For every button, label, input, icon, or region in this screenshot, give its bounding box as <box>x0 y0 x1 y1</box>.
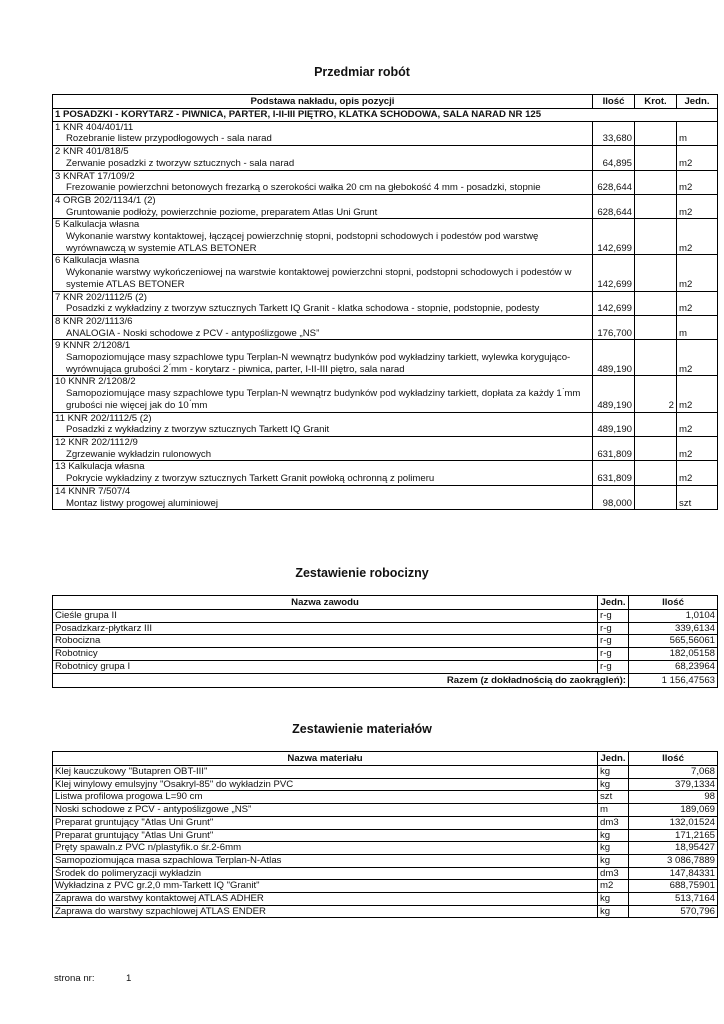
table-row <box>53 880 718 893</box>
cell <box>593 436 635 448</box>
position-multiplier <box>635 424 677 436</box>
position-description: Montaz listwy progowej aluminiowej <box>53 498 593 510</box>
position-quantity: 631,809 <box>593 449 635 461</box>
cell <box>635 485 677 497</box>
position-description: Zerwanie posadzki z tworzyw sztucznych - sala narad <box>53 158 593 170</box>
table-row <box>53 867 718 880</box>
position-quantity: 628,644 <box>593 182 635 194</box>
cell <box>635 340 677 352</box>
position-multiplier <box>635 207 677 219</box>
header-ilosc: Ilość <box>629 596 718 610</box>
position-description: Frezowanie powierzchni betonowych frezarką o szerokości wałka 20 cm na głebokość 4 mm - posadzki, stopnie <box>53 182 593 194</box>
material-unit: kg <box>598 829 629 842</box>
cell <box>677 146 718 158</box>
position-unit: m2 <box>677 303 718 315</box>
position-quantity: 489,190 <box>593 388 635 412</box>
position-quantity: 176,700 <box>593 328 635 340</box>
material-unit: szt <box>598 791 629 804</box>
table-row <box>53 905 718 918</box>
position-code-row <box>53 255 718 267</box>
cell <box>593 291 635 303</box>
position-desc-row <box>53 388 718 412</box>
cell <box>635 436 677 448</box>
position-description: ANALOGIA - Noski schodowe z PCV - antypoślizgowe „NS” <box>53 328 593 340</box>
position-desc-row <box>53 267 718 291</box>
cell <box>677 412 718 424</box>
section-heading: 1 POSADZKI - KORYTARZ - PIWNICA, PARTER, I-II-III PIĘTRO, KLATKA SCHODOWA, SALA NARAD NR 125 <box>53 109 718 122</box>
position-unit: m2 <box>677 182 718 194</box>
position-code: 8 KNR 202/1113/6 <box>53 315 593 327</box>
labor-qty: 68,23964 <box>629 660 718 673</box>
material-unit: kg <box>598 766 629 779</box>
cell <box>635 146 677 158</box>
footer <box>54 973 131 984</box>
material-name: Listwa profilowa progowa L=90 cm <box>53 791 598 804</box>
position-unit: m2 <box>677 424 718 436</box>
position-code-row <box>53 291 718 303</box>
position-quantity: 98,000 <box>593 498 635 510</box>
material-name: Klej winylowy emulsyjny "Osakryl-85" do wykładzin PVC <box>53 778 598 791</box>
position-description: Samopoziomujące masy szpachlowe typu Terplan-N wewnątrz budynków pod wykładziny tarkiett, dopłata za każdy 1 ́mm grubości nie więcej jak do 10 ́mm <box>53 388 593 412</box>
position-desc-row <box>53 231 718 255</box>
position-code: 10 KNNR 2/1208/2 <box>53 376 593 388</box>
material-unit: dm3 <box>598 816 629 829</box>
cell <box>677 436 718 448</box>
position-code: 7 KNR 202/1112/5 (2) <box>53 291 593 303</box>
position-description: Pokrycie wykładziny z tworzyw sztucznych Tarkett Granit powłoką ochronną z polimeru <box>53 473 593 485</box>
position-desc-row <box>53 449 718 461</box>
labor-qty: 565,56061 <box>629 635 718 648</box>
table-row <box>53 804 718 817</box>
position-quantity: 33,680 <box>593 133 635 145</box>
position-code-row <box>53 485 718 497</box>
cell <box>593 485 635 497</box>
material-qty: 189,069 <box>629 804 718 817</box>
header-jedn: Jedn. <box>598 752 629 766</box>
position-code-row <box>53 412 718 424</box>
material-unit: kg <box>598 842 629 855</box>
position-code: 2 KNR 401/818/5 <box>53 146 593 158</box>
materialy-table <box>52 751 718 918</box>
position-code-row <box>53 461 718 473</box>
cell <box>593 146 635 158</box>
position-code: 5 Kalkulacja własna <box>53 219 593 231</box>
header-ilosc: Ilość <box>629 752 718 766</box>
cell <box>593 340 635 352</box>
robocizna-title: Zestawienie robocizny <box>295 566 429 580</box>
labor-name: Cieśle grupa II <box>53 610 598 623</box>
position-multiplier: 2 <box>635 388 677 412</box>
cell <box>677 194 718 206</box>
material-qty: 570,796 <box>629 905 718 918</box>
material-unit: kg <box>598 778 629 791</box>
material-name: Wykładzina z PVC gr.2,0 mm-Tarkett IQ "Granit" <box>53 880 598 893</box>
position-code-row <box>53 121 718 133</box>
material-name: Noski schodowe z PCV - antypoślizgowe „NS” <box>53 804 598 817</box>
material-name: Zaprawa do warstwy szpachlowej ATLAS ENDER <box>53 905 598 918</box>
cell <box>677 461 718 473</box>
table-row <box>53 778 718 791</box>
material-qty: 18,95427 <box>629 842 718 855</box>
material-unit: kg <box>598 893 629 906</box>
header-nazwa-materialu: Nazwa materiału <box>53 752 598 766</box>
position-multiplier <box>635 449 677 461</box>
labor-qty: 339,6134 <box>629 622 718 635</box>
material-qty: 171,2165 <box>629 829 718 842</box>
cell <box>635 121 677 133</box>
table-row <box>53 635 718 648</box>
sum-label: Razem (z dokładnością do zaokrągleń): <box>53 673 629 687</box>
position-description: Gruntowanie podłoży, powierzchnie poziome, preparatem Atlas Uni Grunt <box>53 207 593 219</box>
position-code: 3 KNRAT 17/109/2 <box>53 170 593 182</box>
page-number: 1 <box>126 973 132 984</box>
cell <box>635 376 677 388</box>
material-qty: 132,01524 <box>629 816 718 829</box>
table-row <box>53 648 718 661</box>
position-desc-row <box>53 158 718 170</box>
cell <box>635 255 677 267</box>
position-code: 13 Kalkulacja własna <box>53 461 593 473</box>
position-code-row <box>53 219 718 231</box>
position-desc-row <box>53 207 718 219</box>
position-desc-row <box>53 424 718 436</box>
position-quantity: 142,699 <box>593 267 635 291</box>
labor-unit: r-g <box>598 622 629 635</box>
position-multiplier <box>635 352 677 376</box>
header-nazwa-zawodu: Nazwa zawodu <box>53 596 598 610</box>
material-qty: 513,7164 <box>629 893 718 906</box>
material-name: Preparat gruntujący "Atlas Uni Grunt" <box>53 816 598 829</box>
cell <box>677 485 718 497</box>
position-multiplier <box>635 473 677 485</box>
labor-name: Robotnicy grupa I <box>53 660 598 673</box>
header-krot: Krot. <box>635 95 677 109</box>
przedmiar-title: Przedmiar robót <box>314 65 410 79</box>
cell <box>635 412 677 424</box>
material-name: Pręty spawaln.z PVC n/plastyfik.o śr.2-6mm <box>53 842 598 855</box>
cell <box>593 376 635 388</box>
material-name: Środek do polimeryzacji wykładzin <box>53 867 598 880</box>
position-code-row <box>53 436 718 448</box>
position-code: 4 ORGB 202/1134/1 (2) <box>53 194 593 206</box>
position-desc-row <box>53 328 718 340</box>
cell <box>635 291 677 303</box>
header-ilosc: Ilość <box>593 95 635 109</box>
position-quantity: 631,809 <box>593 473 635 485</box>
position-quantity: 489,190 <box>593 352 635 376</box>
position-unit: m2 <box>677 449 718 461</box>
position-description: Wykonanie warstwy kontaktowej, łączącej powierzchnię stopni, podstopni schodowych i podestów pod warstwę wyrównawczą w systemie ATLAS BETONER <box>53 231 593 255</box>
position-unit: m2 <box>677 352 718 376</box>
position-description: Zgrzewanie wykładzin rulonowych <box>53 449 593 461</box>
position-unit: m2 <box>677 388 718 412</box>
table-row <box>53 766 718 779</box>
header-jedn: Jedn. <box>598 596 629 610</box>
przedmiar-table <box>52 94 718 510</box>
material-unit: dm3 <box>598 867 629 880</box>
position-unit: m <box>677 133 718 145</box>
material-qty: 98 <box>629 791 718 804</box>
cell <box>635 219 677 231</box>
header-jedn: Jedn. <box>677 95 718 109</box>
position-quantity: 64,895 <box>593 158 635 170</box>
position-unit: m2 <box>677 207 718 219</box>
page-label: strona nr: <box>54 973 95 984</box>
position-code: 14 KNNR 7/507/4 <box>53 485 593 497</box>
material-unit: kg <box>598 854 629 867</box>
material-unit: m <box>598 804 629 817</box>
position-desc-row <box>53 133 718 145</box>
position-unit: m <box>677 328 718 340</box>
position-multiplier <box>635 303 677 315</box>
cell <box>677 340 718 352</box>
table-row <box>53 842 718 855</box>
position-quantity: 142,699 <box>593 231 635 255</box>
table-row <box>53 660 718 673</box>
cell <box>593 219 635 231</box>
material-qty: 147,84331 <box>629 867 718 880</box>
table-row <box>53 622 718 635</box>
material-qty: 3 086,7889 <box>629 854 718 867</box>
position-multiplier <box>635 182 677 194</box>
position-code-row <box>53 194 718 206</box>
position-code: 9 KNNR 2/1208/1 <box>53 340 593 352</box>
position-multiplier <box>635 158 677 170</box>
table-row <box>53 829 718 842</box>
material-qty: 379,1334 <box>629 778 718 791</box>
material-name: Samopoziomująca masa szpachlowa Terplan-N-Atlas <box>53 854 598 867</box>
labor-unit: r-g <box>598 648 629 661</box>
cell <box>677 121 718 133</box>
position-code: 6 Kalkulacja własna <box>53 255 593 267</box>
position-desc-row <box>53 352 718 376</box>
labor-name: Robotnicy <box>53 648 598 661</box>
cell <box>593 412 635 424</box>
robocizna-table <box>52 595 718 688</box>
table-row <box>53 854 718 867</box>
material-unit: kg <box>598 905 629 918</box>
cell <box>635 461 677 473</box>
position-code-row <box>53 146 718 158</box>
position-multiplier <box>635 498 677 510</box>
position-code-row <box>53 376 718 388</box>
position-unit: m2 <box>677 231 718 255</box>
cell <box>677 291 718 303</box>
labor-qty: 1,0104 <box>629 610 718 623</box>
material-qty: 7,068 <box>629 766 718 779</box>
table-row <box>53 893 718 906</box>
position-description: Rozebranie listew przypodłogowych - sala narad <box>53 133 593 145</box>
position-multiplier <box>635 133 677 145</box>
position-unit: m2 <box>677 158 718 170</box>
table-row <box>53 791 718 804</box>
position-description: Samopoziomujące masy szpachlowe typu Terplan-N wewnątrz budynków pod wykładziny tarkiett, wylewka korygująco-wyrównująca grubości 2 ́mm - korytarz - piwnica, parter, I-II-III piętro, sala narad <box>53 352 593 376</box>
position-unit: m2 <box>677 473 718 485</box>
position-unit: m2 <box>677 267 718 291</box>
material-name: Zaprawa do warstwy kontaktowej ATLAS ADHER <box>53 893 598 906</box>
position-unit: szt <box>677 498 718 510</box>
materialy-title: Zestawienie materiałów <box>292 722 432 736</box>
labor-name: Robocizna <box>53 635 598 648</box>
cell <box>677 315 718 327</box>
position-code-row <box>53 340 718 352</box>
cell <box>593 255 635 267</box>
cell <box>593 461 635 473</box>
position-code-row <box>53 315 718 327</box>
position-quantity: 489,190 <box>593 424 635 436</box>
cell <box>677 170 718 182</box>
cell <box>635 170 677 182</box>
position-multiplier <box>635 267 677 291</box>
cell <box>635 315 677 327</box>
material-name: Preparat gruntujący "Atlas Uni Grunt" <box>53 829 598 842</box>
position-multiplier <box>635 328 677 340</box>
header-opis: Podstawa nakładu, opis pozycji <box>53 95 593 109</box>
material-unit: m2 <box>598 880 629 893</box>
cell <box>593 315 635 327</box>
position-desc-row <box>53 473 718 485</box>
position-desc-row <box>53 182 718 194</box>
cell <box>677 255 718 267</box>
position-desc-row <box>53 303 718 315</box>
cell <box>677 376 718 388</box>
position-code: 12 KNR 202/1112/9 <box>53 436 593 448</box>
table-row <box>53 610 718 623</box>
labor-unit: r-g <box>598 660 629 673</box>
position-code-row <box>53 170 718 182</box>
position-code: 11 KNR 202/1112/5 (2) <box>53 412 593 424</box>
position-code: 1 KNR 404/401/11 <box>53 121 593 133</box>
cell <box>593 170 635 182</box>
position-quantity: 628,644 <box>593 207 635 219</box>
cell <box>593 121 635 133</box>
material-name: Klej kauczukowy "Butapren OBT-III" <box>53 766 598 779</box>
labor-qty: 182,05158 <box>629 648 718 661</box>
position-multiplier <box>635 231 677 255</box>
labor-unit: r-g <box>598 610 629 623</box>
cell <box>635 194 677 206</box>
cell <box>593 194 635 206</box>
labor-unit: r-g <box>598 635 629 648</box>
position-description: Posadzki z wykładziny z tworzyw sztucznych Tarkett IQ Granit - klatka schodowa - stopnie, podstopnie, podesty <box>53 303 593 315</box>
table-row <box>53 816 718 829</box>
cell <box>677 219 718 231</box>
sum-value: 1 156,47563 <box>629 673 718 687</box>
material-qty: 688,75901 <box>629 880 718 893</box>
position-description: Posadzki z wykładziny z tworzyw sztucznych Tarkett IQ Granit <box>53 424 593 436</box>
position-desc-row <box>53 498 718 510</box>
position-quantity: 142,699 <box>593 303 635 315</box>
position-description: Wykonanie warstwy wykończeniowej na warstwie kontaktowej powierzchni stopni, podstopni schodowych i podestów w systemie ATLAS BETONER <box>53 267 593 291</box>
labor-name: Posadzkarz-płytkarz III <box>53 622 598 635</box>
